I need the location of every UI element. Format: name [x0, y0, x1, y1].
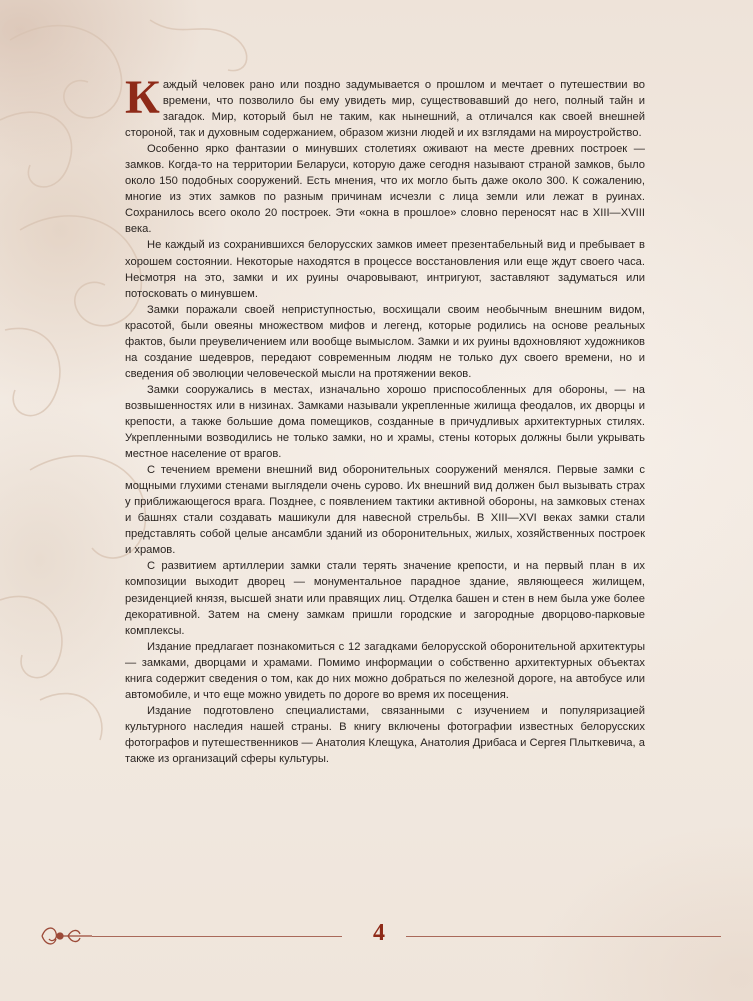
- footer-rule-right: [406, 936, 721, 937]
- paragraph-1-text: аждый человек рано или поздно задумывается о прошлом и мечтает о путешествии во времени, что позволило бы ему увидеть мир, существовавший до него, полный тайн и загадок. Мир, который был не таким, как нынешний, а отличался как своей внешней стороной, так и духовным содержанием, образом жизни людей и их взглядами на мироустройство.: [125, 79, 645, 140]
- floral-ornament-icon: [38, 921, 96, 951]
- footer-rule-left: [92, 936, 342, 937]
- page-number: 4: [373, 920, 385, 946]
- paragraph-2: Особенно ярко фантазии о минувших столетиях оживают на месте древних построек — замков. Когда-то на территории Беларуси, которую даже сегодня называют страной замков, было около 150 подобных сооружений. Есть мнения, что их могло быть даже около 300. К сожалению, многие из этих замков по разным причинам исчезли с лица земли или лежат в руинах. Сохранилось всего около 20 построек. Эти «окна в прошлое» словно переносят нас в XIII—XVIII века.: [125, 143, 645, 236]
- paragraph-5: Замки сооружались в местах, изначально хорошо приспособленных для обороны, — на возвышенностях или в низинах. Замками называли укрепленные жилища феодалов, их дворцы и крепости, а также большие дома помещиков, созданные в причудливых архитектурных стилях. Укрепленными возводились не только замки, но и храмы, стены которых должны были укрывать местное население от врагов.: [125, 383, 645, 461]
- paragraph-3: Не каждый из сохранившихся белорусских замков имеет презентабельный вид и пребывает в хорошем состоянии. Некоторые находятся в процессе восстановления или еще ждут своего часа. Несмотря на это, замки и их руины очаровывают, интригуют, заставляют задуматься или потосковать о минувшем.: [125, 239, 645, 300]
- article-body: [125, 71, 645, 767]
- paragraph-1: [125, 71, 645, 141]
- drop-cap: К: [125, 71, 160, 124]
- paragraph-4: Замки поражали своей неприступностью, восхищали своим необычным внешним видом, красотой, были овеяны множеством мифов и легенд, которые родились на основе реальных фактов, были преувеличением или вообще вымыслом. Замки и их руины вдохновляют художников на создание шедевров, передают современным людям не только дух своего времени, но и сведения об эволюции человеческой мысли на протяжении веков.: [125, 303, 645, 380]
- paragraph-6: С течением времени внешний вид оборонительных сооружений менялся. Первые замки с мощными глухими стенами выглядели очень сурово. Их внешний вид должен был вызывать страх у приближающегося врага. Позднее, с появлением тактики активной обороны, на замковых стенах и башнях стали создавать машикули для навесной стрельбы. В XIII—XVI веках замки стали представлять собой целые ансамбли зданий из оборонительных, жилых, хозяйственных построек и храмов.: [125, 464, 645, 557]
- paragraph-7: С развитием артиллерии замки стали терять значение крепости, и на первый план в их композиции выходит дворец — монументальное парадное здание, являющееся жилищем, резиденцией князя, высшей знати или правящих лиц. Отделка башен и стен в нем была уже более декоративной. Затем на смену замкам пришли городские и загородные дворцово-парковые комплексы.: [125, 560, 645, 637]
- paragraph-9: Издание подготовлено специалистами, связанными с изучением и популяризацией культурного наследия нашей страны. В книгу включены фотографии известных белорусских фотографов и путешественников — Анатолия Клещука, Анатолия Дрибаса и Сергея Плыткевича, а также из организаций сферы культуры.: [125, 704, 645, 765]
- paragraph-8: Издание предлагает познакомиться с 12 загадками белорусской оборонительной архитектуры — замками, дворцами и храмами. Помимо информации о собственно архитектурных объектах книга содержит сведения о том, как до них можно добраться по железной дороге, на автобусе или автомобиле, и что еще можно увидеть по дороге во время их посещения.: [125, 640, 645, 701]
